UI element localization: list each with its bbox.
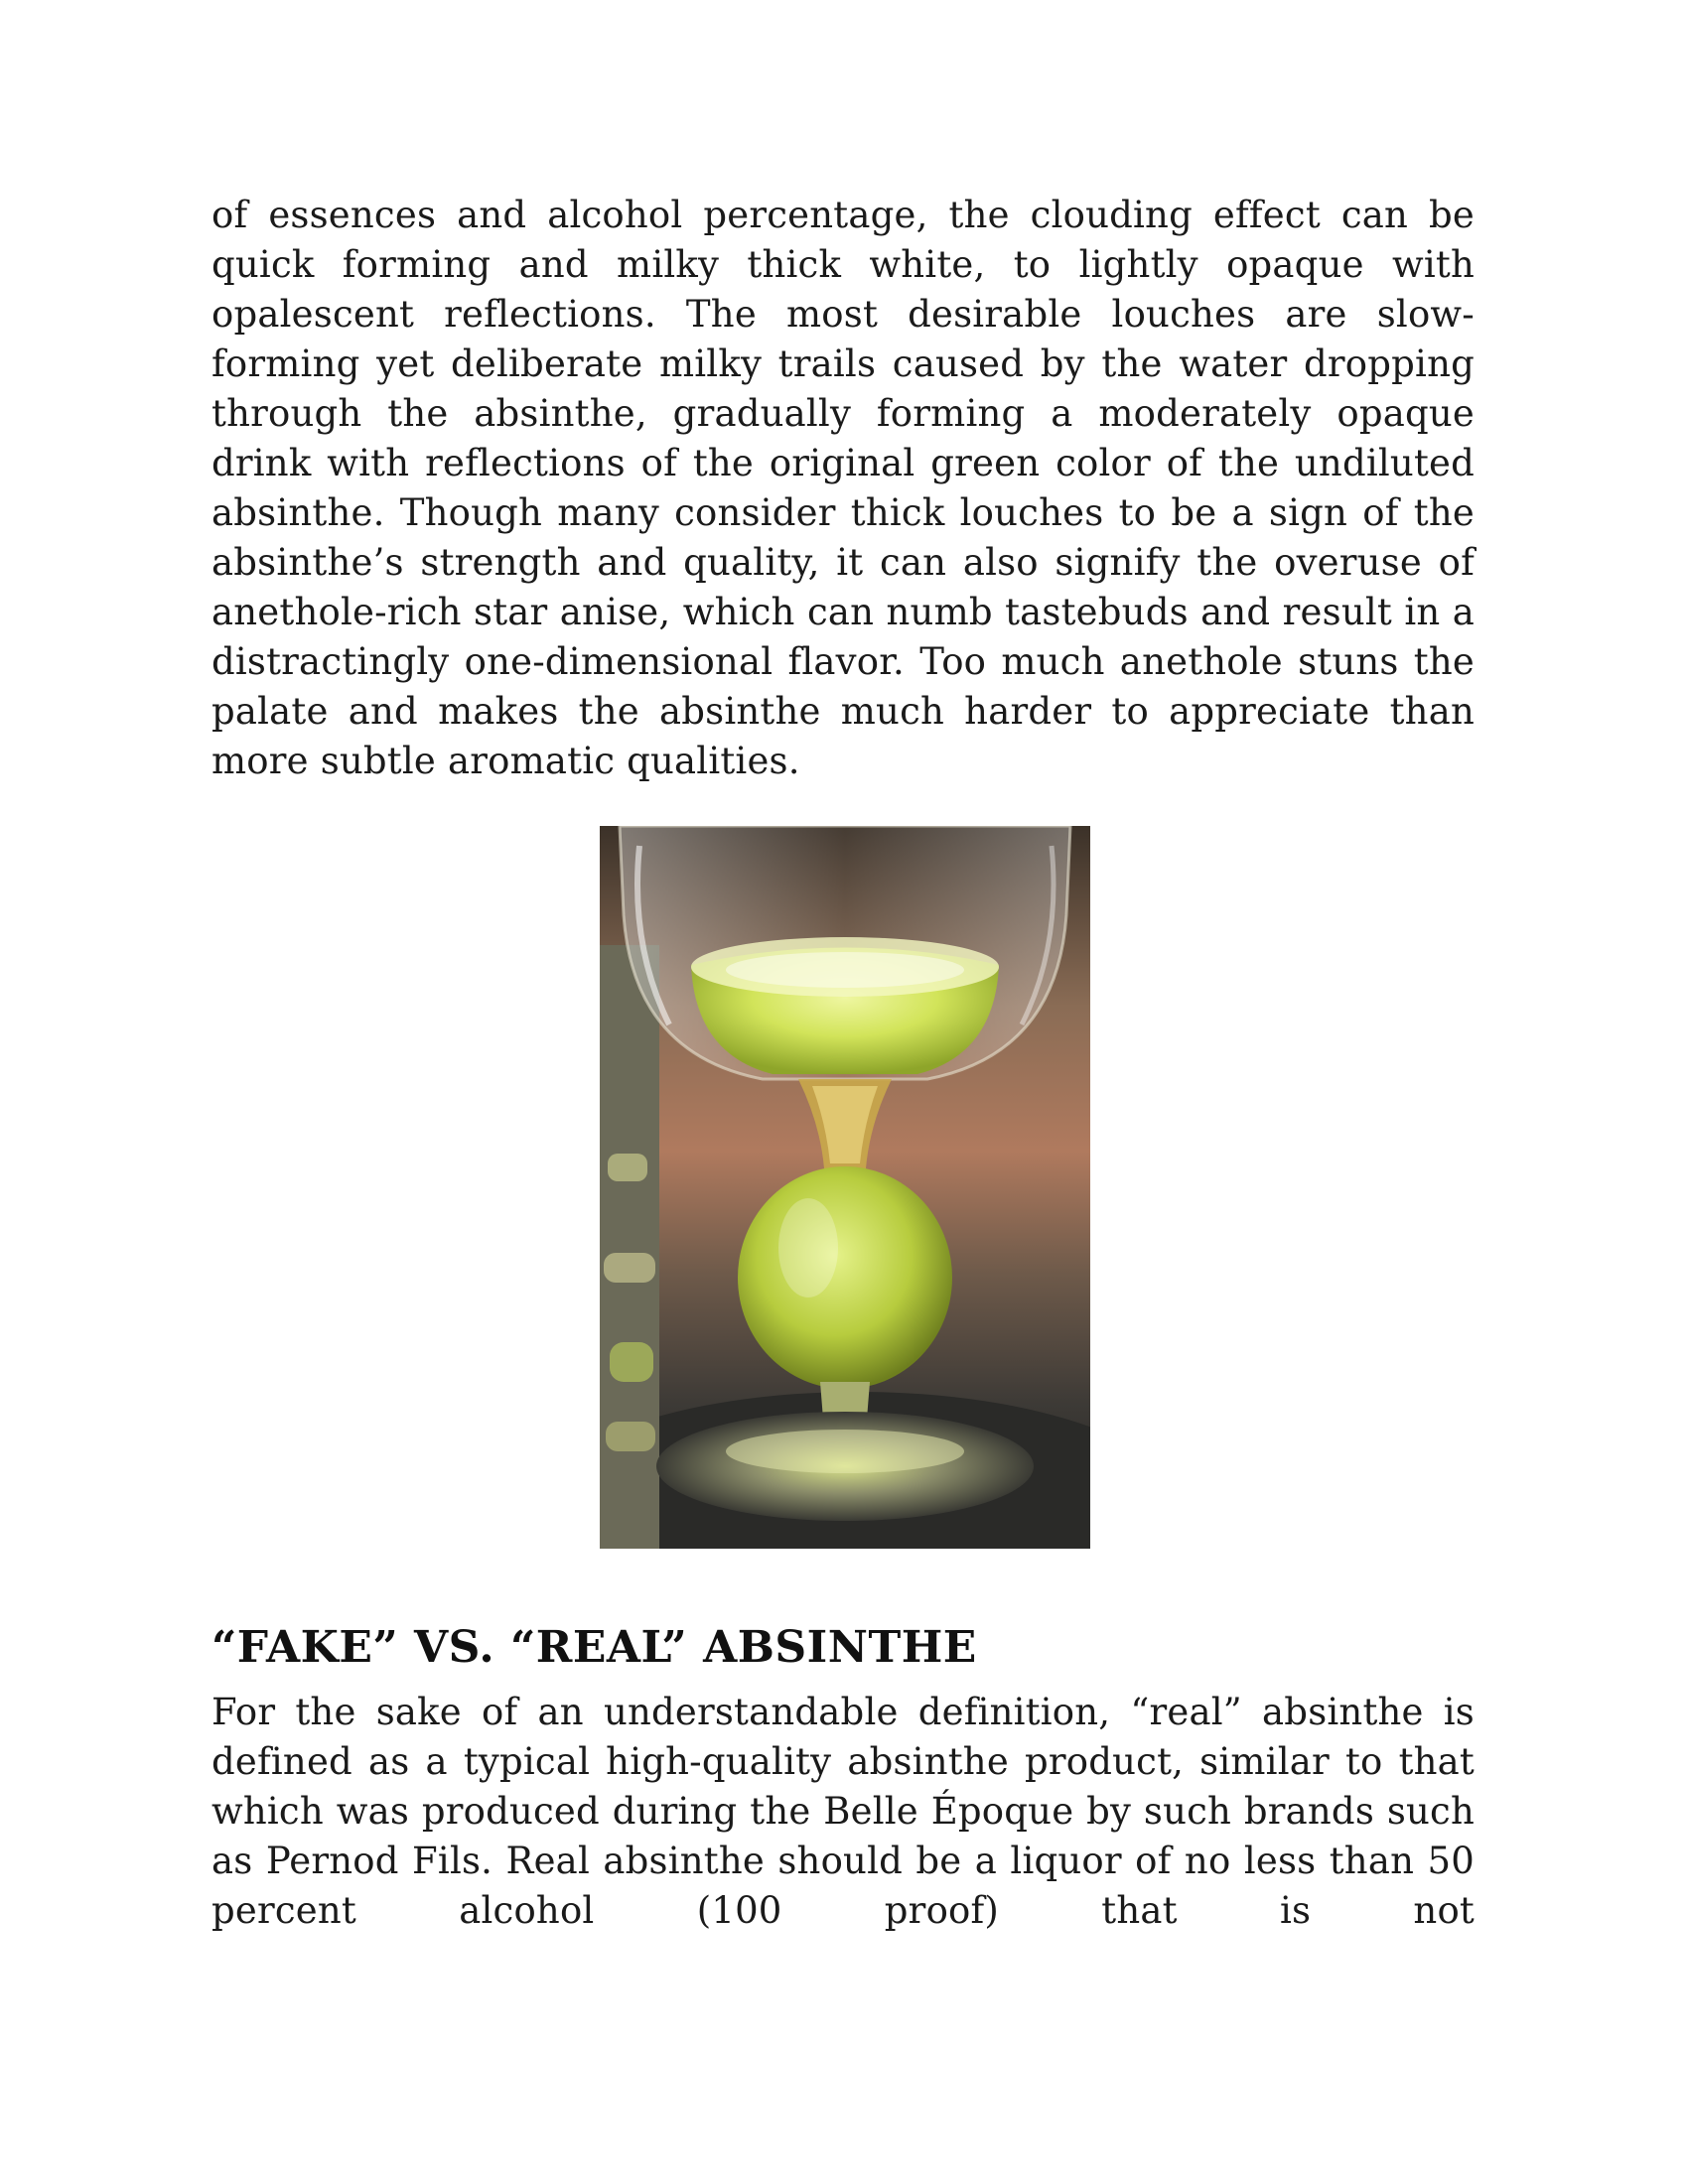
absinthe-glass-photo [600, 826, 1090, 1549]
page-body [211, 191, 1475, 786]
section-heading: “FAKE” VS. “REAL” ABSINTHE [211, 1622, 977, 1673]
absinthe-glass-illustration [600, 826, 1090, 1549]
body-paragraph-1: of essences and alcohol percentage, the clouding effect can be quick forming and milky thick white, to lightly opaque with opalescent reflections. The most desirable louches are slow-forming yet deliberate milky trails caused by the water dropping through the absinthe, gradually forming a moderately opaque drink with reflections of the original green color of the undiluted absinthe. Though many consider thick louches to be a sign of the absinthe’s strength and quality, it can also signify the overuse of anethole-rich star anise, which can numb tastebuds and result in a distractingly one-dimensional flavor. Too much anethole stuns the palate and makes the absinthe much harder to appreciate than more subtle aromatic qualities. [211, 194, 1475, 782]
body-paragraph-2: For the sake of an understandable definition, “real” absinthe is defined as a typical high-quality absinthe product, similar to that which was produced during the Belle Époque by such brands such as Pernod Fils. Real absinthe should be a liquor of no less than 50 percent alcohol (100 proof) that is not [211, 1691, 1475, 1932]
